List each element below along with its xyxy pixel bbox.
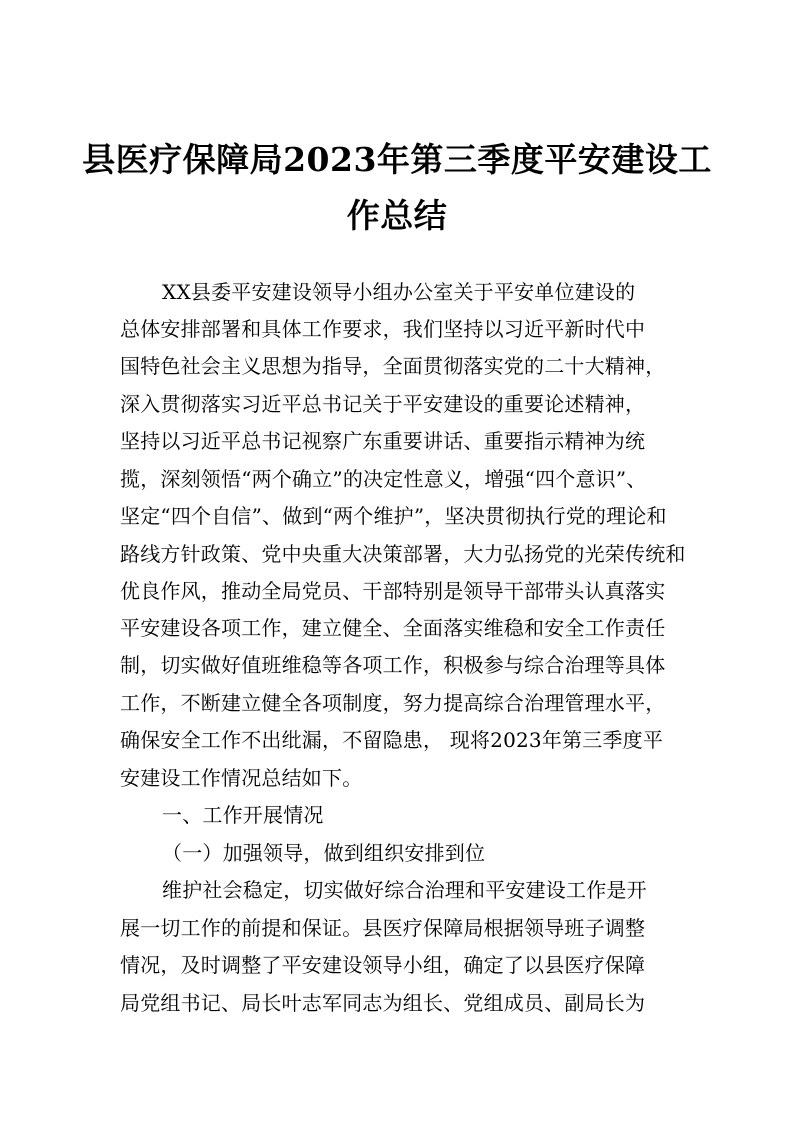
- document-title-line-2: 作总结: [346, 196, 448, 235]
- paragraph-line: 维护社会稳定，切实做好综合治理和平安建设工作是开: [162, 878, 647, 902]
- paragraph-line: 情况，及时调整了平安建设领导小组，确定了以县医疗保障: [120, 953, 646, 977]
- paragraph-line: 确保安全工作不出纰漏，不留隐患， 现将2023年第三季度平: [120, 728, 664, 752]
- paragraph-line: 局党组书记、局长叶志军同志为组长、党组成员、副局长为: [120, 991, 646, 1015]
- paragraph-line: 平安建设各项工作，建立健全、全面落实维稳和安全工作责任: [120, 616, 666, 640]
- subsection-heading: （一）加强领导，做到组织安排到位: [162, 841, 486, 865]
- paragraph-line: 制，切实做好值班维稳等各项工作，积极参与综合治理等具体: [120, 653, 666, 677]
- paragraph-line: 深入贯彻落实习近平总书记关于平安建设的重要论述精神，: [120, 392, 646, 416]
- paragraph-line: 展一切工作的前提和保证。县医疗保障局根据领导班子调整: [120, 916, 646, 940]
- paragraph-line: 安建设工作情况总结如下。: [120, 766, 363, 790]
- paragraph-line: 优良作风，推动全局党员、干部特别是领导干部带头认真落实: [120, 579, 666, 603]
- paragraph-line: 总体安排部署和具体工作要求，我们坚持以习近平新时代中: [120, 317, 646, 341]
- paragraph-line: 揽，深刻领悟“两个确立”的决定性意义，增强“四个意识”、: [120, 467, 647, 491]
- paragraph-line: 路线方针政策、党中央重大决策部署，大力弘扬党的光荣传统和: [120, 542, 686, 566]
- paragraph-line: 坚定“四个自信”、做到“两个维护”，坚决贯彻执行党的理论和: [120, 504, 667, 528]
- section-heading: 一、工作开展情况: [162, 803, 324, 827]
- paragraph-line: 工作，不断建立健全各项制度，努力提高综合治理管理水平，: [120, 691, 666, 715]
- document-title-line-1: 县医疗保障局2023年第三季度平安建设工: [82, 140, 712, 179]
- paragraph-line: 国特色社会主义思想为指导，全面贯彻落实党的二十大精神，: [120, 354, 666, 378]
- paragraph-line: XX县委平安建设领导小组办公室关于平安单位建设的: [162, 280, 636, 304]
- paragraph-line: 坚持以习近平总书记视察广东重要讲话、重要指示精神为统: [120, 429, 646, 453]
